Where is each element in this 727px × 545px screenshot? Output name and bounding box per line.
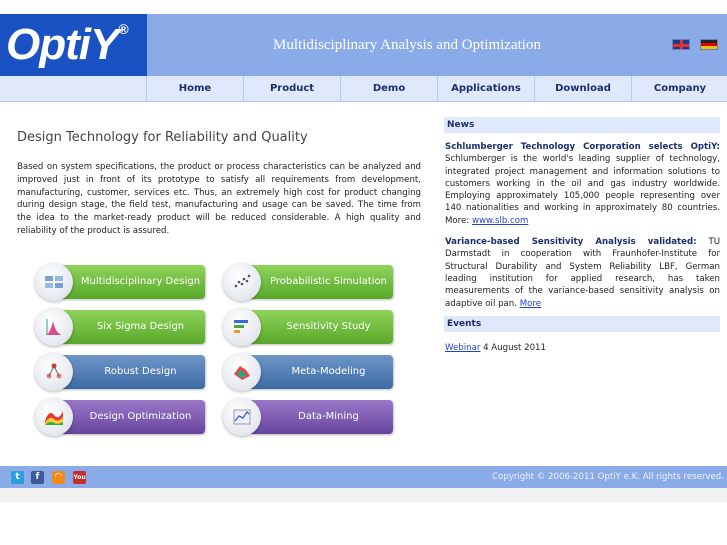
news-item xyxy=(444,133,720,227)
feature-multidisciplinary-design[interactable]: Multidisciplinary Design xyxy=(60,265,205,299)
main-nav xyxy=(0,76,727,102)
news-headline: Schlumberger Technology Corporation selects OptiY: xyxy=(445,142,720,152)
feature-sensitivity-study[interactable]: Sensitivity Study xyxy=(248,310,393,344)
feature-six-sigma-design[interactable]: Six Sigma Design xyxy=(60,310,205,344)
scatter-plot-icon xyxy=(223,263,261,301)
logo-text: OptiY xyxy=(6,20,119,69)
youtube-icon[interactable]: You xyxy=(73,471,86,484)
twitter-icon[interactable]: t xyxy=(11,471,24,484)
news-body: Schlumberger is the world's leading supplier of technology, integrated project management and information solutions to customers working in the oil and gas industry worldwide. Employing approximately 105,000 people representing over 140 nationalities and working in approximately 80 countries. More: xyxy=(445,154,720,226)
uk-flag-icon[interactable] xyxy=(672,39,690,50)
event-item xyxy=(444,332,720,354)
events-heading: Events xyxy=(444,316,720,332)
logo[interactable] xyxy=(0,14,147,76)
data-chart-icon xyxy=(223,398,261,436)
feature-robust-design[interactable]: Robust Design xyxy=(60,355,205,389)
page-title: Design Technology for Reliability and Quality xyxy=(17,130,308,145)
feature-probabilistic-simulation[interactable]: Probabilistic Simulation xyxy=(248,265,393,299)
feature-design-optimization[interactable]: Design Optimization xyxy=(60,400,205,434)
nav-company[interactable]: Company xyxy=(632,76,727,102)
sidebar xyxy=(444,117,720,354)
feature-meta-modeling[interactable]: Meta-Modeling xyxy=(248,355,393,389)
response-surface-icon xyxy=(35,398,73,436)
news-heading: News xyxy=(444,117,720,133)
page-bottom-band xyxy=(0,488,727,502)
nav-download[interactable]: Download xyxy=(535,76,632,102)
feature-data-mining[interactable]: Data-Mining xyxy=(248,400,393,434)
tree-diagram-icon xyxy=(35,353,73,391)
rss-icon[interactable]: ◠ xyxy=(52,471,65,484)
header xyxy=(0,14,727,76)
event-date: 4 August 2011 xyxy=(480,342,546,353)
distribution-icon xyxy=(35,308,73,346)
multidisciplinary-icon xyxy=(35,263,73,301)
surface-plot-icon xyxy=(223,353,261,391)
german-flag-icon[interactable] xyxy=(700,39,718,50)
intro-text: Based on system specifications, the product or process characteristics can be analyzed and improved just in front of its prototype to satisfy all requirements from development, manufacturing, customer, services etc. Thus, an extremely high cost for product changing during design stage, the field test, manufacturing and usage can be saved. The time from the idea to the market-ready product will be reduced considerable. A high quality and reliability of the product is assured. xyxy=(17,162,421,236)
nav-product[interactable]: Product xyxy=(244,76,341,102)
copyright: Copyright © 2006-2011 OptiY e.K. All rights reserved. xyxy=(492,472,724,482)
site-title: Multidisciplinary Analysis and Optimization xyxy=(273,37,541,53)
bar-chart-icon xyxy=(223,308,261,346)
webinar-link[interactable]: Webinar xyxy=(445,342,481,353)
news-link[interactable]: www.slb.com xyxy=(471,215,529,226)
news-headline: Variance-based Sensitivity Analysis validated: xyxy=(445,237,697,248)
registered-mark: ® xyxy=(118,21,128,37)
nav-demo[interactable]: Demo xyxy=(341,76,438,102)
news-item xyxy=(444,227,720,310)
news-more-link[interactable]: More xyxy=(519,298,542,309)
news-body: TU Darmstadt in cooperation with Fraunhofer-Institute for Structural Durability and System Reliability LBF, German leading institution for applied research, has taken measurements of the variance-based sensitivity analysis on adaptive oil pan. xyxy=(445,237,720,309)
footer xyxy=(0,466,727,488)
nav-home[interactable]: Home xyxy=(147,76,244,102)
facebook-icon[interactable]: f xyxy=(31,471,44,484)
nav-applications[interactable]: Applications xyxy=(438,76,535,102)
nav-spacer xyxy=(0,76,147,102)
